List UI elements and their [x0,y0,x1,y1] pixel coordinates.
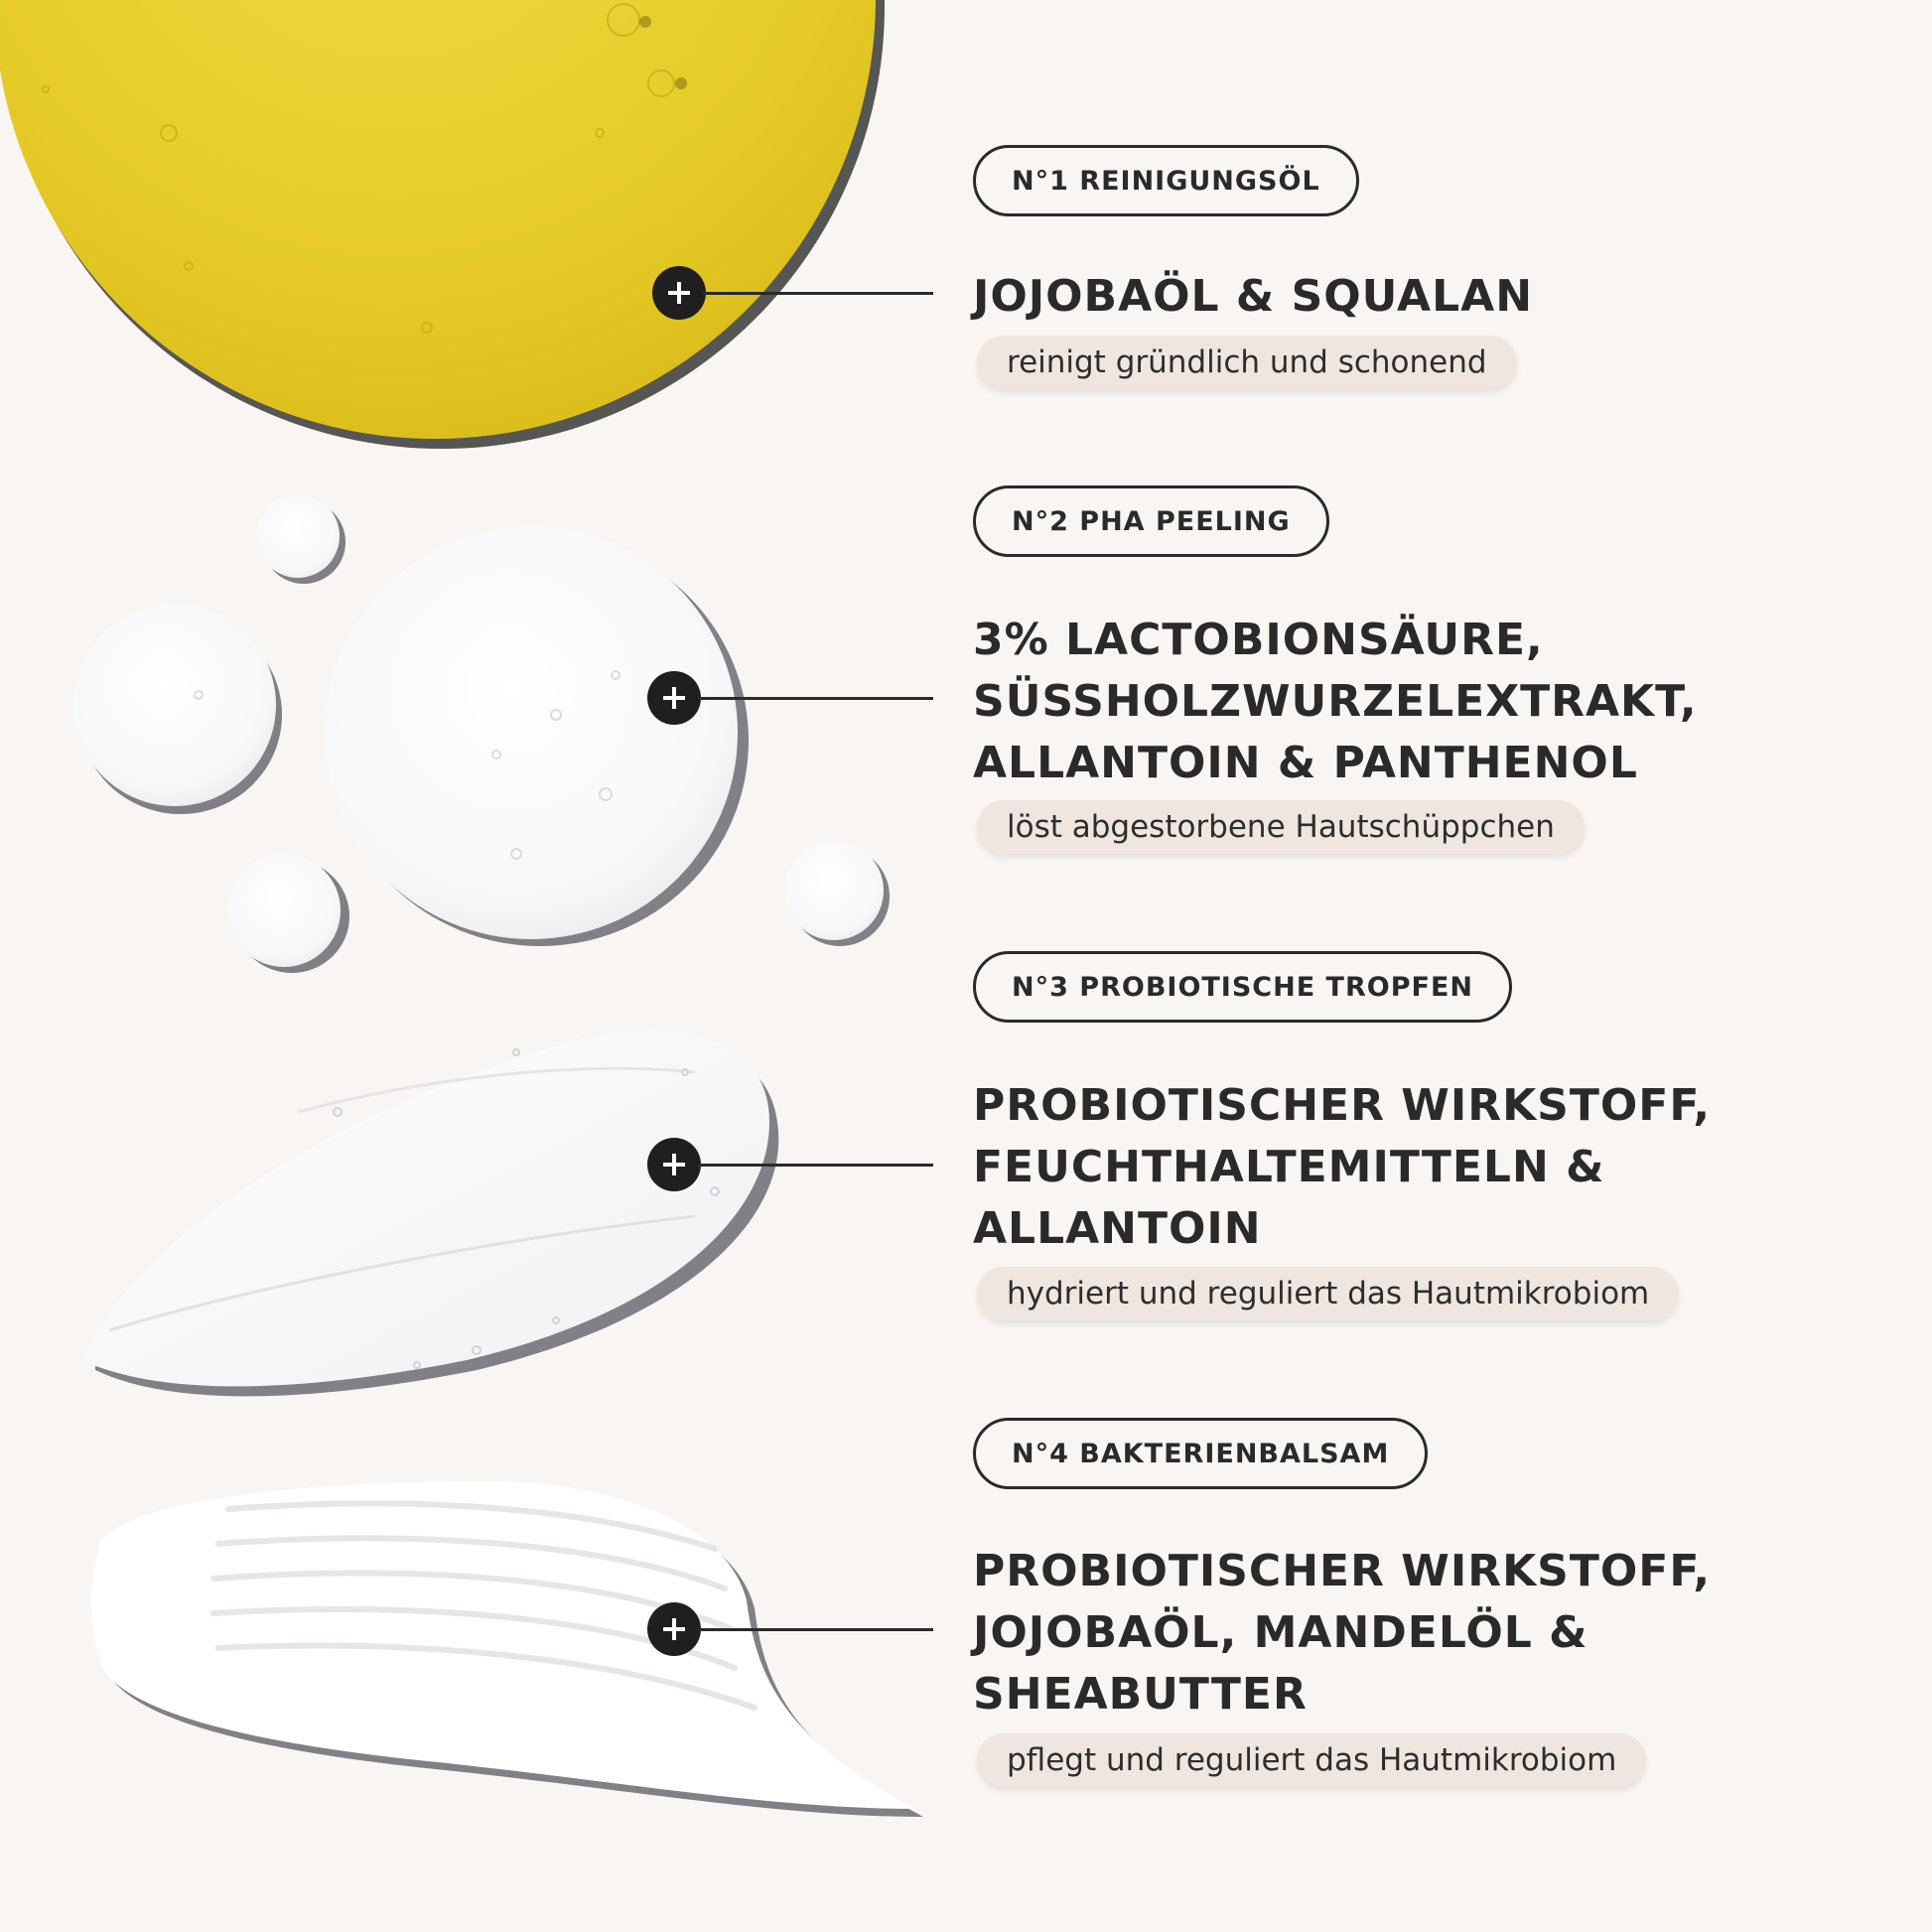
gel-swipe-texture [81,1031,778,1396]
connector-line [698,697,933,700]
product-2-heading [973,610,1698,794]
product-1-heading [973,266,1533,328]
heading-line: SÜSSHOLZWURZELEXTRAKT, [973,676,1698,727]
product-2-badge: N°2 PHA PEELING [973,485,1329,557]
plus-icon[interactable] [647,1602,701,1656]
heading-line: JOJOBAÖL & SQUALAN [973,271,1534,322]
product-4-badge: N°4 BAKTERIENBALSAM [973,1418,1428,1489]
heading-line: 3% LACTOBIONSÄURE, [973,615,1544,665]
heading-line: SHEABUTTER [973,1669,1308,1720]
balm-swipe-texture [91,1481,923,1817]
connector-line [698,1164,933,1167]
connector-line [703,292,933,295]
heading-line: PROBIOTISCHER WIRKSTOFF, [973,1546,1712,1596]
heading-line: JOJOBAÖL, MANDELÖL & [973,1607,1588,1658]
heading-line: PROBIOTISCHER WIRKSTOFF, [973,1080,1712,1131]
product-4-heading [973,1541,1711,1725]
product-3-benefit: hydriert und reguliert das Hautmikrobiom [977,1267,1679,1320]
heading-line: FEUCHTHALTEMITTELN & [973,1142,1605,1192]
heading-line: ALLANTOIN & PANTHENOL [973,738,1638,788]
plus-icon[interactable] [647,1138,701,1191]
product-2-benefit: löst abgestorbene Hautschüppchen [977,800,1585,854]
heading-line: ALLANTOIN [973,1203,1262,1254]
product-3-heading [973,1075,1711,1260]
product-1-benefit: reinigt gründlich und schonend [977,336,1517,389]
plus-icon[interactable] [652,266,706,320]
connector-line [698,1628,933,1631]
gel-droplets-texture [73,494,890,973]
product-1-badge: N°1 REINIGUNGSÖL [973,145,1359,216]
plus-icon[interactable] [647,671,701,725]
product-4-benefit: pflegt und reguliert das Hautmikrobiom [977,1733,1646,1787]
product-3-badge: N°3 PROBIOTISCHE TROPFEN [973,951,1512,1023]
oil-drop-texture [0,0,885,449]
